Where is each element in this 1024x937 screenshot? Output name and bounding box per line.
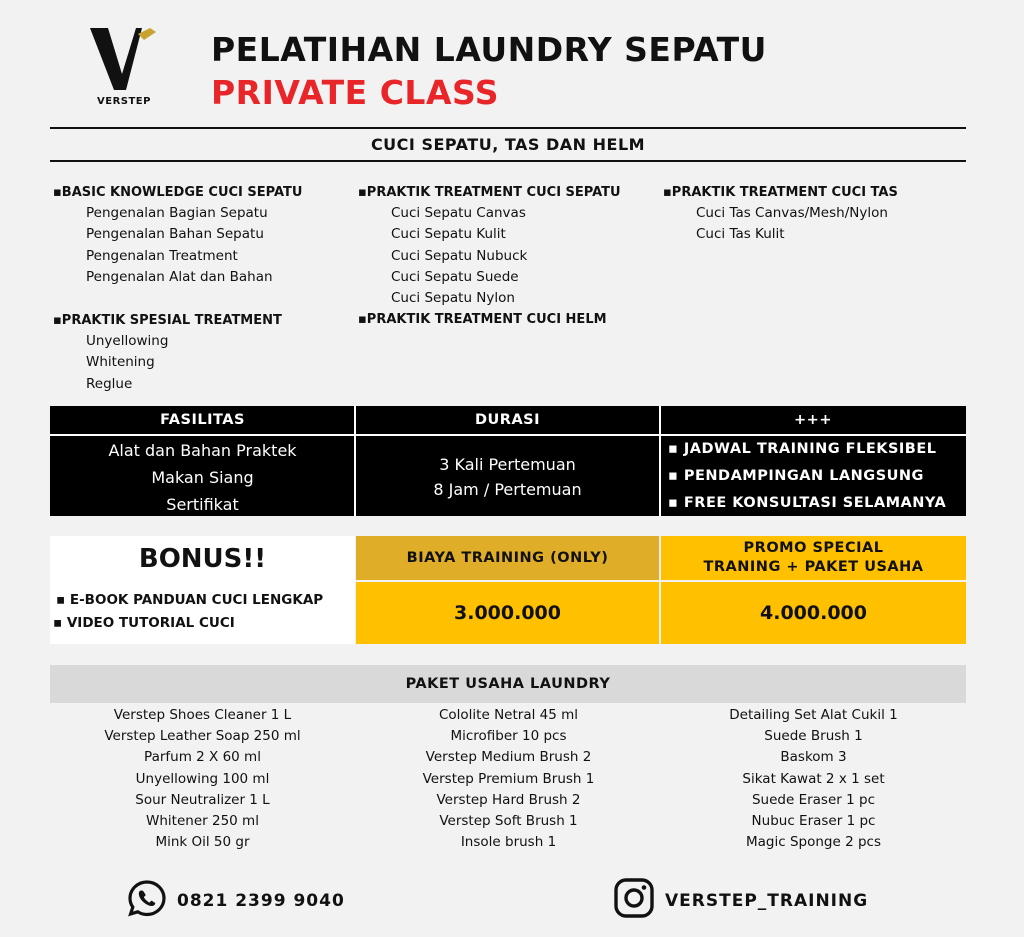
list-item: Sikat Kawat 2 x 1 set [742, 770, 885, 787]
instagram-icon [613, 877, 655, 924]
plus-cell [660, 406, 966, 516]
table-header: DURASI [474, 412, 541, 428]
list-item: Cuci Sepatu Suede [391, 268, 519, 285]
training-price-label [356, 536, 659, 580]
promo-label-line-1: PROMO SPECIAL [743, 540, 884, 556]
page-title: PELATIHAN LAUNDRY SEPATU [211, 30, 767, 69]
list-item: Suede Eraser 1 pc [751, 791, 875, 808]
divider-bottom [50, 160, 966, 162]
group-title: ▪PRAKTIK TREATMENT CUCI SEPATU [358, 185, 621, 200]
list-item: Cuci Sepatu Canvas [391, 205, 526, 221]
list-item: Parfum 2 X 60 ml [144, 749, 261, 766]
page-subtitle: PRIVATE CLASS [211, 73, 500, 112]
curriculum-col-2 [358, 182, 621, 330]
logo-text: VERSTEP [97, 96, 151, 107]
table-cell: ▪ PENDAMPINGAN LANGSUNG [668, 468, 924, 484]
training-price: 3.000.000 [356, 582, 659, 644]
paket-col-2 [356, 705, 661, 853]
phone-contact[interactable] [127, 879, 345, 922]
list-item: Insole brush 1 [460, 834, 557, 851]
verstep-logo [84, 22, 164, 112]
list-item: Suede Brush 1 [764, 728, 863, 745]
list-item: Unyellowing [86, 333, 169, 350]
list-item: Cuci Sepatu Nubuck [391, 247, 528, 264]
list-item: Nubuc Eraser 1 pc [751, 812, 876, 829]
group-title: ▪PRAKTIK TREATMENT CUCI HELM [358, 312, 607, 328]
list-item: Cololite Netral 45 ml [438, 707, 579, 723]
table-cell: ▪ FREE KONSULTASI SELAMANYA [668, 495, 947, 511]
bonus-title: BONUS!! [138, 544, 267, 574]
instagram-handle: VERSTEP_TRAINING [665, 890, 869, 911]
table-cell: ▪ JADWAL TRAINING FLEKSIBEL [668, 441, 937, 457]
list-item: Mink Oil 50 gr [155, 834, 250, 851]
curriculum-col-3 [663, 182, 898, 246]
list-item: Verstep Leather Soap 250 ml [104, 728, 301, 745]
paket-col-3 [661, 705, 966, 853]
bonus-item: ▪ E-BOOK PANDUAN CUCI LENGKAP [56, 592, 324, 608]
promo-price: 4.000.000 [661, 582, 966, 644]
list-item: Pengenalan Bahan Sepatu [86, 226, 264, 243]
list-item: Magic Sponge 2 pcs [746, 834, 881, 851]
list-item: Sour Neutralizer 1 L [135, 791, 270, 808]
list-item: Whitening [86, 354, 155, 371]
list-item: Cuci Tas Kulit [696, 226, 785, 243]
list-item: Pengenalan Treatment [86, 247, 238, 264]
list-item: Reglue [86, 375, 133, 392]
table-divider [659, 406, 661, 516]
phone-number: 0821 2399 9040 [177, 890, 345, 911]
table-cell: Makan Siang [151, 468, 254, 487]
list-item: Verstep Premium Brush 1 [422, 770, 595, 787]
list-item: Unyellowing 100 ml [135, 770, 270, 787]
list-item: Verstep Hard Brush 2 [436, 791, 581, 808]
list-item: Verstep Soft Brush 1 [439, 812, 578, 829]
bonus-item: ▪ VIDEO TUTORIAL CUCI [53, 615, 235, 631]
facilities-table [50, 406, 966, 516]
list-item: Pengenalan Bagian Sepatu [86, 205, 268, 221]
table-divider [50, 434, 966, 436]
bonus-box [50, 536, 355, 644]
durasi-cell [355, 406, 660, 516]
paket-col-1 [50, 705, 355, 853]
table-cell: 8 Jam / Pertemuan [433, 480, 582, 499]
paket-title: PAKET USAHA LAUNDRY [50, 665, 966, 703]
table-header: +++ [794, 412, 832, 428]
list-item: Pengenalan Alat dan Bahan [86, 268, 273, 285]
v-logo-icon [84, 22, 164, 96]
instagram-contact[interactable] [613, 877, 868, 924]
list-item: Verstep Shoes Cleaner 1 L [113, 707, 292, 723]
list-item: Microfiber 10 pcs [450, 728, 567, 745]
list-item: Cuci Sepatu Kulit [391, 226, 506, 243]
list-item: Cuci Sepatu Nylon [391, 290, 515, 307]
fasilitas-cell [50, 406, 355, 516]
training-label: BIAYA TRAINING (ONLY) [406, 549, 609, 566]
curriculum-col-1 [53, 182, 302, 395]
group-title: ▪PRAKTIK TREATMENT CUCI TAS [663, 185, 898, 200]
promo-label-line-2: TRANING + PAKET USAHA [703, 559, 924, 575]
list-item: Detailing Set Alat Cukil 1 [729, 707, 898, 723]
table-header: FASILITAS [160, 412, 245, 428]
divider-top [50, 127, 966, 129]
section-heading: CUCI SEPATU, TAS DAN HELM [370, 135, 646, 154]
list-item: Baskom 3 [780, 749, 847, 766]
table-cell: Alat dan Bahan Praktek [108, 441, 297, 460]
table-divider [354, 406, 356, 516]
promo-price-label [661, 536, 966, 580]
table-cell: Sertifikat [166, 495, 239, 514]
whatsapp-icon [127, 879, 167, 922]
list-item: Verstep Medium Brush 2 [425, 749, 592, 766]
list-item: Cuci Tas Canvas/Mesh/Nylon [696, 205, 888, 221]
group-title: ▪PRAKTIK SPESIAL TREATMENT [53, 313, 282, 329]
list-item: Whitener 250 ml [146, 812, 259, 829]
group-title: ▪BASIC KNOWLEDGE CUCI SEPATU [53, 185, 303, 200]
table-cell: 3 Kali Pertemuan [439, 455, 576, 474]
